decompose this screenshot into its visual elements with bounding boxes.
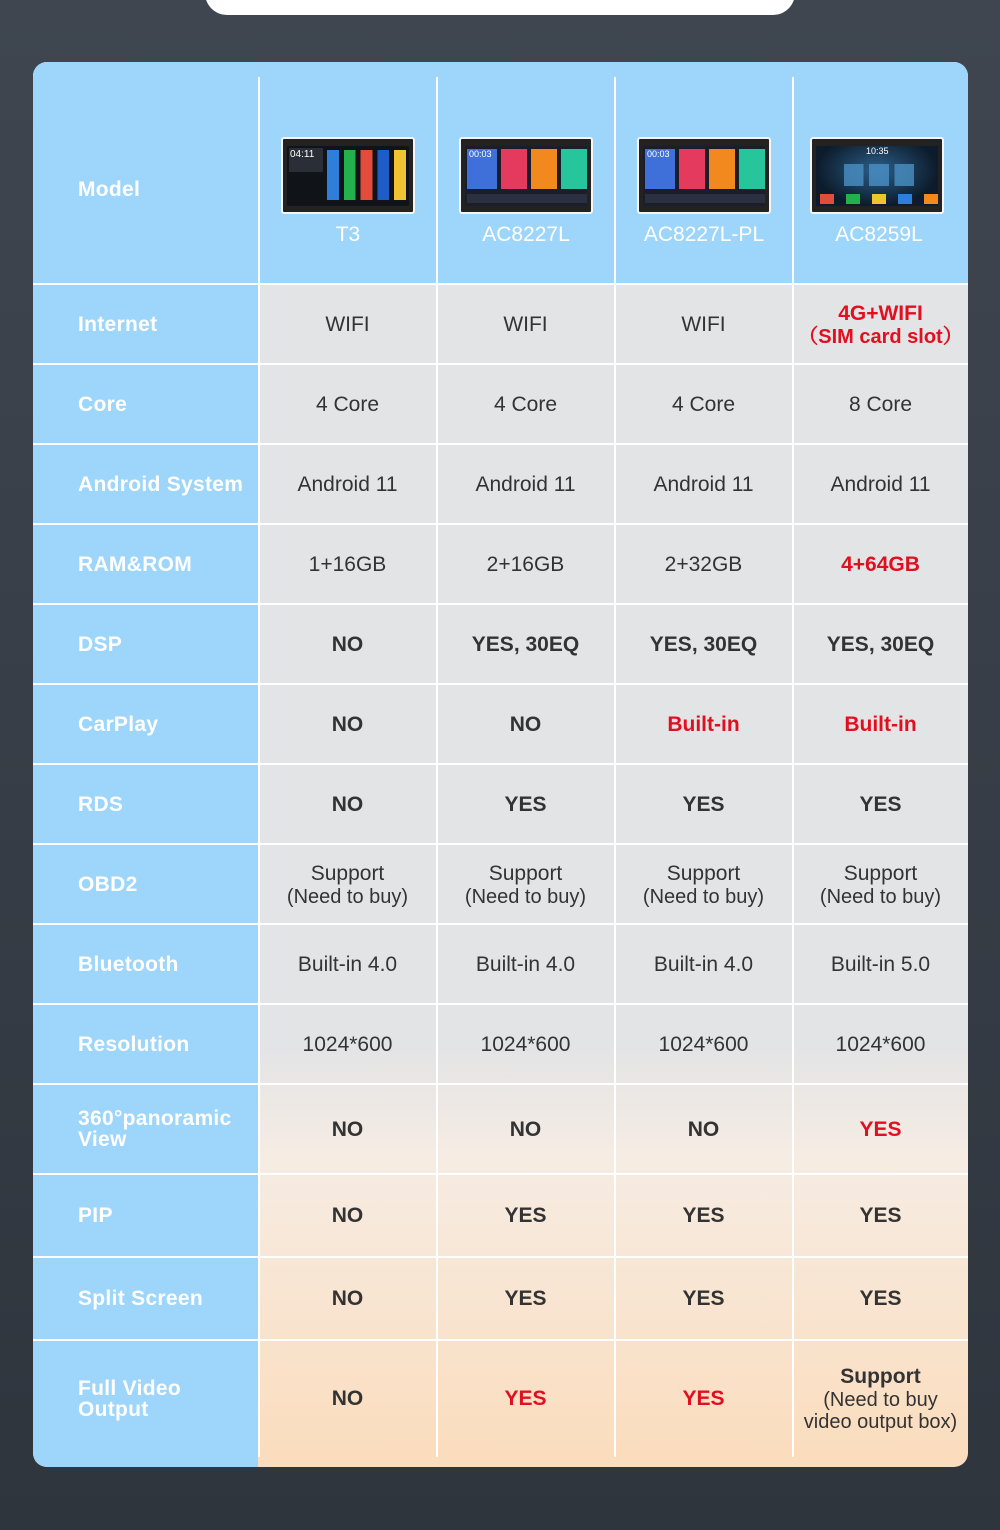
table-cell	[259, 844, 436, 924]
cell-text-l1: Built-in 4.0	[475, 952, 576, 976]
cell-text-l2: （SIM card slot）	[798, 325, 963, 348]
cell-text-l1: Built-in 5.0	[830, 952, 931, 976]
column-divider	[792, 77, 794, 1457]
table-cell	[259, 1004, 436, 1084]
cell-text-l2: (Need to buy)	[286, 885, 409, 908]
row-label: Split Screen	[78, 1287, 203, 1310]
cell-text-l1: YES	[859, 1287, 902, 1310]
table-cell	[437, 1340, 614, 1457]
table-cell	[793, 364, 968, 444]
cell-text-l1: Support	[843, 861, 918, 885]
table-cell	[615, 1004, 792, 1084]
t3-clock-widget: 04:11	[289, 148, 323, 172]
ac8227lpl-music-tile	[709, 149, 735, 189]
cell-text-l1: 4 Core	[493, 392, 558, 416]
t3-screen-thumbnail	[281, 137, 415, 214]
table-cell	[437, 764, 614, 844]
table-cell	[793, 924, 968, 1004]
ac8227lpl-radio-tile	[679, 149, 705, 189]
table-cell	[793, 604, 968, 684]
cell-text-l1: YES	[504, 1387, 547, 1410]
top-tab	[205, 0, 795, 15]
cell-text-l1: Android 11	[653, 472, 754, 496]
cell-text-l1: YES	[682, 1387, 725, 1410]
table-cell	[793, 1174, 968, 1257]
row-label: DSP	[78, 632, 123, 656]
cell-text-l1: YES, 30EQ	[471, 632, 580, 656]
row-divider	[33, 283, 968, 285]
model-name-ac8227l-pl: AC8227L-PL	[643, 223, 765, 246]
table-cell	[615, 1084, 792, 1174]
table-cell	[259, 924, 436, 1004]
table-cell	[437, 444, 614, 524]
table-cell	[437, 1004, 614, 1084]
t3-app-grid	[327, 150, 411, 200]
cell-text-l1: YES	[504, 1204, 547, 1227]
row-label: Full Video Output	[78, 1376, 181, 1421]
cell-text-l1: YES	[859, 792, 902, 816]
table-cell	[615, 1340, 792, 1457]
row-divider	[33, 603, 968, 605]
cell-text-l1: 1024*600	[302, 1032, 393, 1056]
table-cell	[615, 1174, 792, 1257]
row-label: Android System	[78, 472, 244, 496]
cell-text-l1: NO	[331, 792, 364, 816]
table-cell	[793, 524, 968, 604]
table-cell	[437, 924, 614, 1004]
cell-text-l1: NO	[331, 712, 364, 736]
row-divider	[33, 1083, 968, 1085]
cell-text-l1: 4 Core	[671, 392, 736, 416]
table-cell	[437, 1257, 614, 1340]
cell-text-l1: Support	[666, 861, 741, 885]
cell-text-l1: 4G+WIFI	[838, 301, 923, 325]
cell-text-l1: 4+64GB	[841, 552, 920, 576]
cell-text-l1: 1024*600	[658, 1032, 749, 1056]
cell-text-l1: Built-in 4.0	[653, 952, 754, 976]
table-cell	[437, 1084, 614, 1174]
table-cell	[793, 684, 968, 764]
cell-text-l1: YES	[682, 1287, 725, 1310]
cell-text-l2: (Need to buy	[823, 1389, 938, 1411]
table-cell	[259, 1174, 436, 1257]
cell-text-l1: YES, 30EQ	[649, 632, 758, 656]
table-cell	[793, 1340, 968, 1457]
cell-text-l1: NO	[331, 1387, 364, 1410]
row-label: Core	[78, 392, 128, 416]
cell-text-l1: YES	[859, 1117, 902, 1141]
ac8227lpl-bluetooth-tile	[739, 149, 765, 189]
ac8259l-dock	[820, 194, 938, 204]
table-cell	[793, 444, 968, 524]
cell-text-l1: Built-in	[667, 712, 740, 736]
ac8227l-clock-tile: 00:03	[467, 149, 497, 189]
table-cell	[259, 1340, 436, 1457]
cell-text-l1: 8 Core	[848, 392, 913, 416]
table-cell	[437, 844, 614, 924]
row-label: Bluetooth	[78, 952, 179, 976]
table-cell	[793, 284, 968, 364]
cell-text-l1: NO	[331, 1204, 364, 1227]
table-cell	[259, 284, 436, 364]
row-divider	[33, 1173, 968, 1175]
cell-text-l1: WIFI	[681, 312, 726, 336]
table-cell	[615, 364, 792, 444]
ac8227lpl-clock-tile: 00:03	[645, 149, 675, 189]
row-divider	[33, 363, 968, 365]
cell-text-l1: NO	[331, 632, 364, 656]
table-cell	[615, 284, 792, 364]
table-cell	[793, 844, 968, 924]
table-cell	[615, 844, 792, 924]
column-divider	[436, 77, 438, 1457]
table-cell	[259, 524, 436, 604]
table-cell	[437, 1174, 614, 1257]
row-divider	[33, 1003, 968, 1005]
table-cell	[615, 444, 792, 524]
cell-text-l1: 1024*600	[480, 1032, 571, 1056]
cell-text-l1: YES	[859, 1204, 902, 1227]
cell-text-l2: (Need to buy)	[464, 885, 587, 908]
row-label: 360°panoramic View	[78, 1107, 232, 1151]
cell-text-l1: NO	[509, 712, 542, 736]
cell-text-l1: NO	[509, 1117, 542, 1141]
cell-text-l1: 1024*600	[835, 1032, 926, 1056]
table-cell	[259, 1257, 436, 1340]
ac8259l-clock: 10:35	[866, 146, 889, 156]
table-cell	[793, 1004, 968, 1084]
cell-text-l1: YES	[504, 1287, 547, 1310]
table-cell	[259, 604, 436, 684]
row-label: CarPlay	[78, 712, 159, 736]
cell-text-l1: WIFI	[325, 312, 370, 336]
ac8227lpl-screen-thumbnail	[637, 137, 771, 214]
row-label: OBD2	[78, 872, 138, 896]
cell-text-l1: Support	[310, 861, 385, 885]
ac8227l-bluetooth-tile	[561, 149, 587, 189]
table-cell	[793, 1257, 968, 1340]
model-name-ac8227l: AC8227L	[482, 223, 570, 246]
cell-text-l2: (Need to buy)	[819, 885, 942, 908]
cell-text-l1: Support	[488, 861, 563, 885]
table-cell	[615, 1257, 792, 1340]
table-cell	[259, 764, 436, 844]
row-label: Internet	[78, 312, 158, 336]
cell-text-l1: Built-in	[844, 712, 917, 736]
cell-text-l1: Android 11	[830, 472, 931, 496]
ac8227lpl-dock	[645, 194, 765, 203]
cell-text-l1: NO	[687, 1117, 720, 1141]
cell-text-l1: Built-in 4.0	[297, 952, 398, 976]
row-divider	[33, 923, 968, 925]
ac8227l-dock	[467, 194, 587, 203]
header-model-label: Model	[78, 177, 141, 201]
model-name-t3: T3	[335, 223, 361, 246]
row-divider	[33, 763, 968, 765]
row-label: RAM&ROM	[78, 552, 193, 576]
table-cell	[437, 364, 614, 444]
row-label: PIP	[78, 1204, 113, 1227]
table-cell	[437, 284, 614, 364]
ac8259l-screen-thumbnail	[810, 137, 944, 214]
cell-text-l1: NO	[331, 1117, 364, 1141]
row-divider	[33, 443, 968, 445]
cell-text-l1: NO	[331, 1287, 364, 1310]
ac8227l-music-tile	[531, 149, 557, 189]
column-divider	[258, 77, 260, 1457]
ac8259l-widgets	[844, 164, 914, 186]
table-cell	[615, 924, 792, 1004]
row-divider	[33, 1339, 968, 1341]
cell-text-l1: YES	[504, 792, 547, 816]
cell-text-l1: 1+16GB	[308, 552, 387, 576]
row-divider	[33, 843, 968, 845]
column-divider	[614, 77, 616, 1457]
table-cell	[259, 1084, 436, 1174]
table-cell	[793, 764, 968, 844]
row-divider	[33, 683, 968, 685]
table-cell	[437, 524, 614, 604]
table-cell	[259, 364, 436, 444]
model-name-ac8259l: AC8259L	[835, 223, 923, 246]
table-cell	[259, 444, 436, 524]
cell-text-l1: YES	[682, 1204, 725, 1227]
table-cell	[615, 604, 792, 684]
table-cell	[615, 764, 792, 844]
table-cell	[437, 684, 614, 764]
cell-text-l2: (Need to buy)	[642, 885, 765, 908]
cell-text-l1: 2+32GB	[664, 552, 743, 576]
table-cell	[615, 524, 792, 604]
table-cell	[259, 684, 436, 764]
row-label: Resolution	[78, 1032, 190, 1056]
row-divider	[33, 523, 968, 525]
ac8227l-screen-thumbnail	[459, 137, 593, 214]
cell-text-l1: YES	[682, 792, 725, 816]
cell-text-l1: Android 11	[475, 472, 576, 496]
cell-text-l1: YES, 30EQ	[826, 632, 935, 656]
table-cell	[615, 684, 792, 764]
cell-text-l1: WIFI	[503, 312, 548, 336]
cell-text-l1: 2+16GB	[486, 552, 565, 576]
row-divider	[33, 1256, 968, 1258]
table-cell	[437, 604, 614, 684]
cell-text-l1: Support	[840, 1365, 921, 1388]
cell-text-l3: video output box)	[803, 1411, 958, 1433]
cell-text-l1: 4 Core	[315, 392, 380, 416]
ac8227l-radio-tile	[501, 149, 527, 189]
row-label: RDS	[78, 792, 124, 816]
cell-text-l1: Android 11	[297, 472, 398, 496]
comparison-table	[33, 62, 968, 1467]
table-cell	[793, 1084, 968, 1174]
